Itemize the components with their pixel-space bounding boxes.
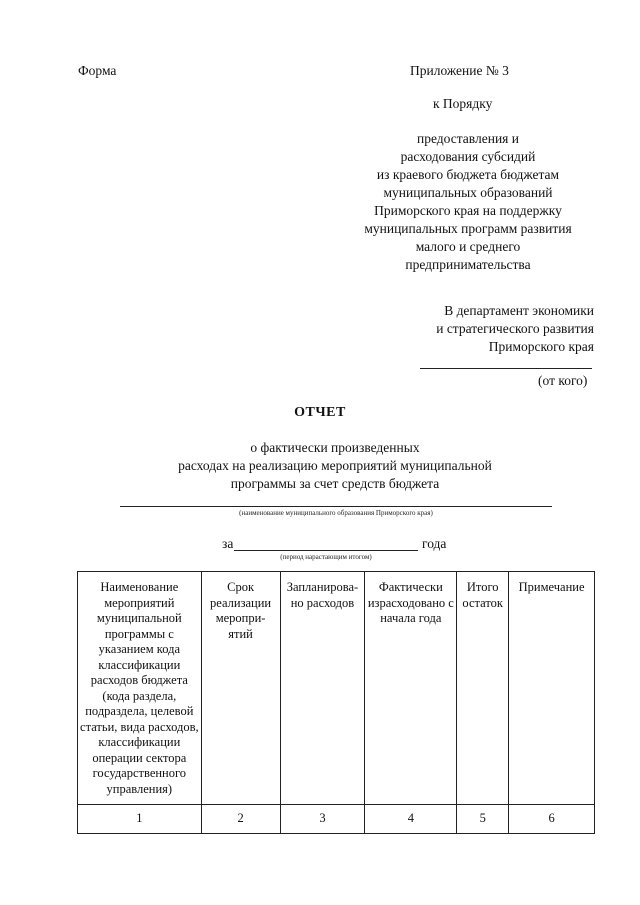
column-header: Запланирова-но расходов bbox=[280, 572, 365, 805]
column-header: Наименование мероприятий муниципальной программы с указанием кода классификации расходов бюджета (кода раздела, подраздела, целевой статьи, вида расходов, классификации операции сектора государственного управления) bbox=[78, 572, 202, 805]
period-suffix: года bbox=[422, 536, 447, 551]
period-line bbox=[234, 550, 418, 551]
table-header-row bbox=[78, 572, 595, 805]
subtitle-line: программы за счет средств бюджета bbox=[230, 476, 440, 491]
column-number: 3 bbox=[280, 805, 365, 834]
order-line: из краевого бюджета бюджетам bbox=[376, 167, 560, 182]
addressee-block bbox=[330, 302, 594, 356]
addressee-line: В департамент экономики bbox=[444, 303, 594, 318]
municipality-line bbox=[120, 506, 552, 507]
appendix-number: Приложение № 3 bbox=[410, 63, 509, 78]
order-line: предпринимательства bbox=[405, 257, 531, 272]
subtitle-line: расходах на реализацию мероприятий муниципальной bbox=[178, 458, 492, 473]
order-line: муниципальных образований bbox=[383, 185, 553, 200]
order-line: Приморского края на поддержку bbox=[374, 203, 562, 218]
column-number-row bbox=[78, 805, 595, 834]
to-order-label: к Порядку bbox=[433, 96, 493, 111]
column-header: Итого остаток bbox=[457, 572, 509, 805]
addressee-line: Приморского края bbox=[488, 339, 594, 354]
report-heading: ОТЧЕТ bbox=[294, 405, 346, 420]
column-number: 5 bbox=[457, 805, 509, 834]
order-line: муниципальных программ развития bbox=[364, 221, 572, 236]
subtitle-line: о фактически произведенных bbox=[250, 440, 420, 455]
period-caption: (период нарастающим итогом) bbox=[280, 553, 372, 561]
from-whom-caption: (от кого) bbox=[538, 373, 588, 388]
column-header: Фактически израсходовано с начала года bbox=[365, 572, 457, 805]
column-header: Срок реализации меропри-ятий bbox=[201, 572, 280, 805]
column-number: 1 bbox=[78, 805, 202, 834]
order-line: предоставления и bbox=[417, 131, 519, 146]
column-header: Примечание bbox=[509, 572, 595, 805]
column-number: 2 bbox=[201, 805, 280, 834]
order-line: расходования субсидий bbox=[400, 149, 536, 164]
column-number: 4 bbox=[365, 805, 457, 834]
addressee-line: и стратегического развития bbox=[436, 321, 594, 336]
form-label: Форма bbox=[78, 63, 117, 78]
report-table bbox=[77, 571, 595, 834]
municipality-caption: (наименование муниципального образования Приморского края) bbox=[239, 509, 433, 517]
report-subtitle bbox=[100, 439, 570, 493]
order-title-block bbox=[330, 130, 606, 274]
column-number: 6 bbox=[509, 805, 595, 834]
from-whom-line bbox=[420, 368, 592, 369]
order-line: малого и среднего bbox=[415, 239, 521, 254]
period-prefix: за bbox=[222, 536, 234, 551]
